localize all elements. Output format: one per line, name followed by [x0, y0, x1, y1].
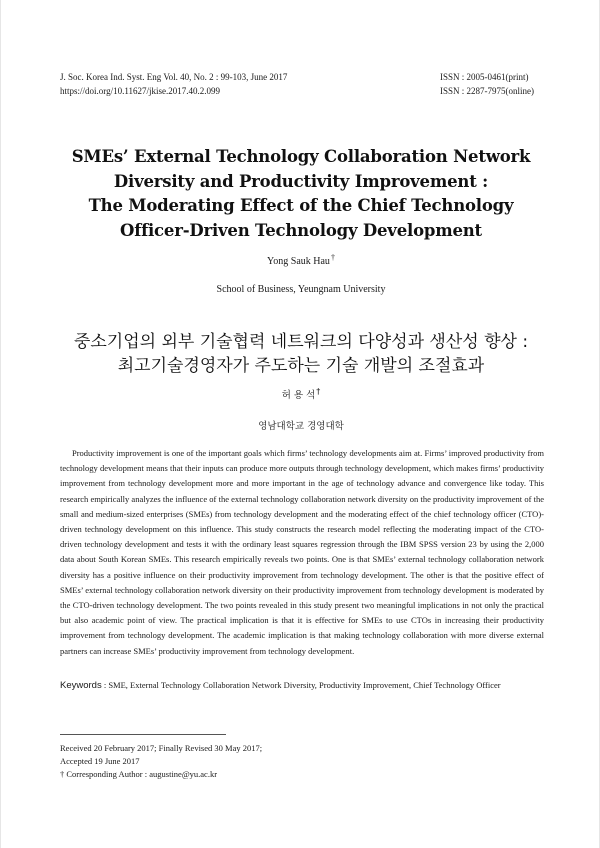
korean-title-line-1: 중소기업의 외부 기술협력 네트워크의 다양성과 생산성 향상 :	[73, 332, 529, 352]
issn-print: ISSN : 2005-0461(print)	[440, 72, 529, 82]
keywords-label: Keywords	[60, 680, 102, 691]
korean-corresponding-mark: †	[316, 387, 321, 396]
english-author	[1, 253, 600, 267]
english-affiliation: School of Business, Yeungnam University	[216, 284, 386, 295]
korean-title	[31, 330, 571, 378]
accepted-date: Accepted 19 June 2017	[60, 756, 140, 766]
korean-title-line-2: 최고기술경영자가 주도하는 기술 개발의 조절효과	[117, 356, 485, 376]
received-date: Received 20 February 2017; Finally Revised 30 May 2017;	[60, 743, 263, 753]
footnotes	[60, 742, 544, 781]
english-title-line-4: Officer-Driven Technology Development	[120, 220, 482, 240]
corresponding-author-email[interactable]: Corresponding Author : augustine@yu.ac.kr	[64, 769, 218, 779]
korean-author-name: 허 용 석	[281, 390, 316, 401]
keywords-text: : SME, External Technology Collaboration Network Diversity, Productivity Improvement, Chief Technology Officer	[101, 680, 501, 690]
english-title-line-1: SMEs’ External Technology Collaboration Network	[71, 147, 531, 166]
issn-online: ISSN : 2287-7975(online)	[440, 86, 534, 96]
english-title-line-2: Diversity and Productivity Improvement :	[113, 171, 489, 191]
header-right	[440, 70, 590, 98]
english-author-name: Yong Sauk Hau	[267, 256, 330, 267]
english-title	[31, 145, 571, 243]
keywords	[60, 680, 560, 691]
english-title-line-3: The Moderating Effect of the Chief Technology	[88, 196, 514, 215]
korean-affiliation: 영남대학교 경영대학	[258, 421, 344, 432]
footnote-dagger: †	[60, 769, 65, 779]
abstract: Productivity improvement is one of the important goals which firms’ technology developments aim at. Firms’ improved productivity from technology development means that their inputs can produce more outputs through technology development, which makes firms’ productivity improvement from technology development more and more important in the age of technology advance and convergence like today. This research empirically analyzes the influence of the external technology collaboration network diversity on the productivity improvement of the small and medium-sized enterprises (SMEs) from technology development and the moderating effect of the chief technology officer (CTO)-driven technology development on this influence. This study constructs the research model reflecting the moderating impact of the CTO-driven technology development and tests it with the ordinary least squares regression through the IBM SPSS version 23 by using the 2,000 data about South Korean SMEs. This research empirically reveals two points. One is that SMEs’ external technology collaboration network diversity has a positive influence on their productivity improvement from technology development. The other is that the positive effect of SMEs’ external technology collaboration network diversity on their productivity improvement from technology development is moderated by the CTO-driven technology development. The two points revealed in this study present two meaningful implications in not only the practical but also academic point of view. The practical implication is that it is effective for SMEs to use CTOs in increasing their productivity improvement from technology development. The academic implication is that making technology collaboration with more diverse external partners can increase SMEs’ productivity improvement from technology development.	[60, 448, 544, 656]
header-left	[60, 70, 390, 98]
corresponding-author-note	[60, 768, 544, 781]
doi-link[interactable]: https://doi.org/10.11627/jkise.2017.40.2.099	[60, 86, 221, 96]
footnote-divider	[60, 734, 226, 735]
korean-author	[1, 387, 600, 401]
corresponding-author-mark: †	[330, 253, 335, 262]
journal-citation: J. Soc. Korea Ind. Syst. Eng Vol. 40, No. 2 : 99-103, June 2017	[60, 72, 288, 82]
